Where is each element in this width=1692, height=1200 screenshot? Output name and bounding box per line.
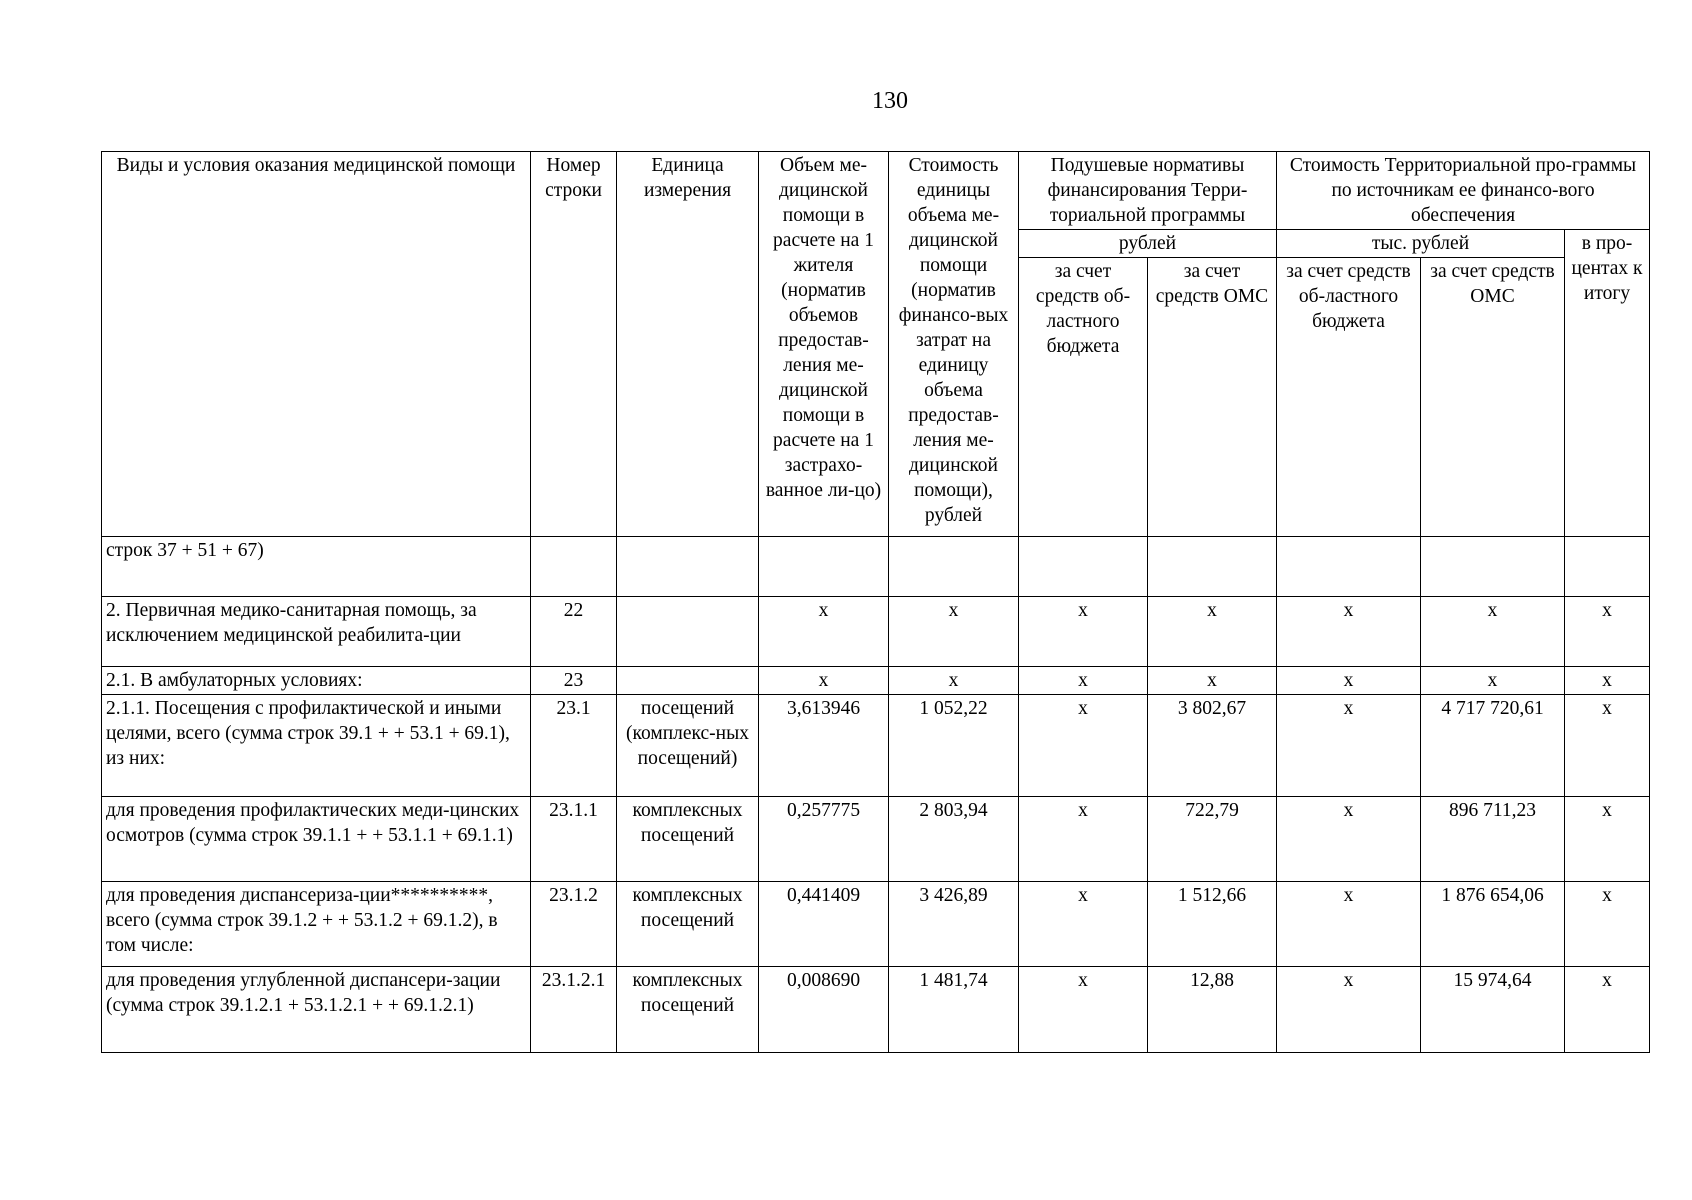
row-name: 2.1.1. Посещения с профилактической и иными целями, всего (сумма строк 39.1 + + 53.1 + 69.1), из них:	[102, 695, 531, 797]
row-cost-regional: х	[1277, 695, 1421, 797]
row-name: для проведения профилактических меди-цинских осмотров (сумма строк 39.1.1 + + 53.1.1 + 69.1.1)	[102, 797, 531, 882]
row-per-capita-regional	[1019, 537, 1148, 597]
row-number: 23.1.1	[531, 797, 617, 882]
row-per-capita-regional: х	[1019, 597, 1148, 667]
row-name: строк 37 + 51 + 67)	[102, 537, 531, 597]
row-number: 23.1.2.1	[531, 967, 617, 1053]
table-row	[102, 797, 1650, 882]
row-cost-oms: х	[1421, 597, 1565, 667]
row-cost-regional	[1277, 537, 1421, 597]
row-name: 2. Первичная медико-санитарная помощь, за исключением медицинской реабилита-ции	[102, 597, 531, 667]
row-number: 23.1.2	[531, 882, 617, 967]
row-cost-percent: х	[1565, 597, 1650, 667]
table-row	[102, 882, 1650, 967]
row-name: для проведения диспансериза-ции**********, всего (сумма строк 39.1.2 + + 53.1.2 + 69.1.2), в том числе:	[102, 882, 531, 967]
header-cost-percent: в про-центах к итогу	[1565, 230, 1650, 537]
row-cost-percent: х	[1565, 967, 1650, 1053]
row-per-capita-oms: х	[1148, 597, 1277, 667]
row-per-capita-regional: х	[1019, 967, 1148, 1053]
row-cost-oms: 4 717 720,61	[1421, 695, 1565, 797]
row-unit-cost	[889, 537, 1019, 597]
row-per-capita-regional: х	[1019, 695, 1148, 797]
row-name: для проведения углубленной диспансери-зации (сумма строк 39.1.2.1 + 53.1.2.1 + + 69.1.2.1)	[102, 967, 531, 1053]
header-cost-unit: тыс. рублей	[1277, 230, 1565, 258]
row-unit	[617, 597, 759, 667]
row-unit: комплексных посещений	[617, 882, 759, 967]
table-row	[102, 695, 1650, 797]
row-cost-oms: 896 711,23	[1421, 797, 1565, 882]
header-per-capita-group: Подушевые нормативы финансирования Терри-ториальной программы	[1019, 152, 1277, 230]
header-row-1	[102, 152, 1650, 230]
row-unit	[617, 537, 759, 597]
header-per-capita-regional: за счет средств об-ластного бюджета	[1019, 258, 1148, 537]
header-unit-cost: Стоимость единицы объема ме-дицинской помощи (норматив финансо-вых затрат на единицу объема предостав-ления ме-дицинской помощи), рублей	[889, 152, 1019, 537]
row-cost-regional: х	[1277, 967, 1421, 1053]
header-per-capita-oms: за счет средств ОМС	[1148, 258, 1277, 537]
row-volume: 3,613946	[759, 695, 889, 797]
row-per-capita-oms: 3 802,67	[1148, 695, 1277, 797]
row-per-capita-oms: 12,88	[1148, 967, 1277, 1053]
row-per-capita-regional: х	[1019, 667, 1148, 695]
header-cost-oms: за счет средств ОМС	[1421, 258, 1565, 537]
table-row	[102, 597, 1650, 667]
row-volume: 0,008690	[759, 967, 889, 1053]
row-unit: комплексных посещений	[617, 967, 759, 1053]
header-volume: Объем ме-дицинской помощи в расчете на 1 жителя (норматив объемов предостав-ления ме-дицинской помощи в расчете на 1 застрахо-ванное ли-цо)	[759, 152, 889, 537]
table-row	[102, 537, 1650, 597]
row-per-capita-oms: 1 512,66	[1148, 882, 1277, 967]
row-per-capita-oms: 722,79	[1148, 797, 1277, 882]
row-cost-oms: 1 876 654,06	[1421, 882, 1565, 967]
row-unit-cost: 3 426,89	[889, 882, 1019, 967]
row-per-capita-regional: х	[1019, 882, 1148, 967]
row-cost-regional: х	[1277, 797, 1421, 882]
row-volume: 0,441409	[759, 882, 889, 967]
row-volume: х	[759, 667, 889, 695]
row-unit: посещений (комплекс-ных посещений)	[617, 695, 759, 797]
row-number: 22	[531, 597, 617, 667]
table-row	[102, 967, 1650, 1053]
row-unit-cost: 1 481,74	[889, 967, 1019, 1053]
row-cost-regional: х	[1277, 667, 1421, 695]
row-unit: комплексных посещений	[617, 797, 759, 882]
row-volume: х	[759, 597, 889, 667]
header-per-capita-unit: рублей	[1019, 230, 1277, 258]
page-number: 130	[872, 88, 908, 114]
row-cost-percent: х	[1565, 882, 1650, 967]
financing-table	[101, 151, 1650, 1053]
table-row	[102, 667, 1650, 695]
row-per-capita-oms	[1148, 537, 1277, 597]
row-number: 23	[531, 667, 617, 695]
row-cost-oms	[1421, 537, 1565, 597]
row-unit-cost: х	[889, 667, 1019, 695]
row-volume: 0,257775	[759, 797, 889, 882]
row-cost-oms: 15 974,64	[1421, 967, 1565, 1053]
row-per-capita-regional: х	[1019, 797, 1148, 882]
row-number: 23.1	[531, 695, 617, 797]
header-program-cost-group: Стоимость Территориальной про-граммы по источникам ее финансо-вого обеспечения	[1277, 152, 1650, 230]
row-unit-cost: 2 803,94	[889, 797, 1019, 882]
row-unit	[617, 667, 759, 695]
row-cost-percent: х	[1565, 695, 1650, 797]
row-unit-cost: х	[889, 597, 1019, 667]
row-per-capita-oms: х	[1148, 667, 1277, 695]
row-cost-percent: х	[1565, 667, 1650, 695]
row-name: 2.1. В амбулаторных условиях:	[102, 667, 531, 695]
row-cost-regional: х	[1277, 882, 1421, 967]
row-unit-cost: 1 052,22	[889, 695, 1019, 797]
row-cost-regional: х	[1277, 597, 1421, 667]
header-type-of-care: Виды и условия оказания медицинской помощи	[102, 152, 531, 537]
row-cost-oms: х	[1421, 667, 1565, 695]
row-number	[531, 537, 617, 597]
header-unit: Единица измерения	[617, 152, 759, 537]
header-row-number: Номер строки	[531, 152, 617, 537]
header-cost-regional: за счет средств об-ластного бюджета	[1277, 258, 1421, 537]
row-cost-percent: х	[1565, 797, 1650, 882]
row-volume	[759, 537, 889, 597]
row-cost-percent	[1565, 537, 1650, 597]
